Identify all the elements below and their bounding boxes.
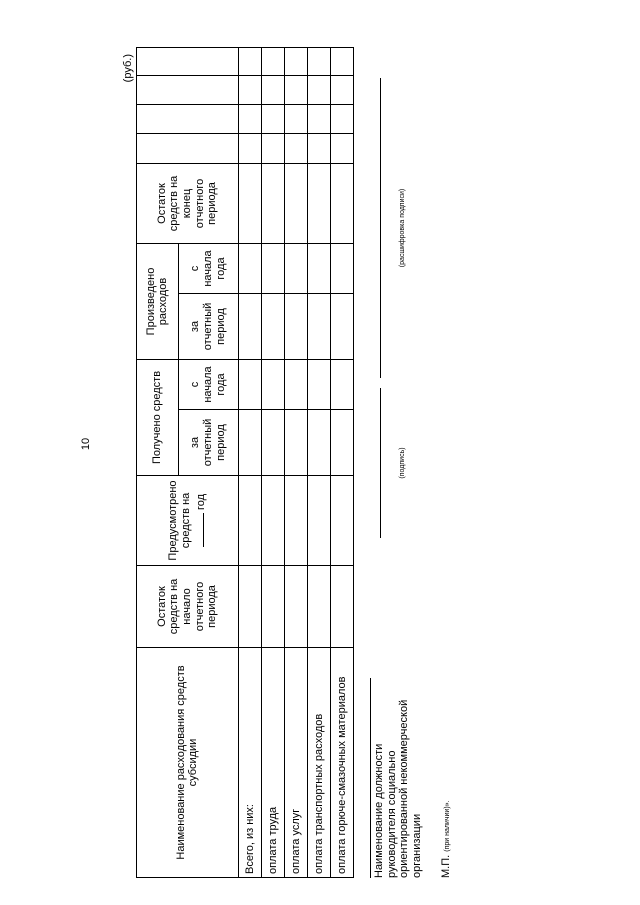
table-cell <box>284 360 307 410</box>
header-empty-2 <box>137 104 239 133</box>
table-row <box>238 47 261 877</box>
table-cell <box>238 163 261 243</box>
table-cell <box>261 360 284 410</box>
table-cell <box>330 360 353 410</box>
row-label: оплата услуг <box>284 648 307 878</box>
table-cell <box>284 104 307 133</box>
signature-caption: (подпись) <box>399 447 406 479</box>
header-planned-suffix: год <box>194 493 207 511</box>
table-cell <box>307 566 330 648</box>
table-cell <box>238 566 261 648</box>
table-cell <box>261 294 284 360</box>
header-balance-start: Остаток средств на начало отчетного периода <box>137 566 239 648</box>
row-label: оплата труда <box>261 648 284 878</box>
table-cell <box>284 75 307 104</box>
stamp-note: (при наличии)». <box>444 800 451 852</box>
table-cell <box>238 104 261 133</box>
position-label: Наименование должности руководителя социально ориентированной некоммерческой организации <box>370 678 424 878</box>
table-cell <box>284 294 307 360</box>
table-cell <box>307 294 330 360</box>
table-cell <box>284 47 307 75</box>
table-cell <box>238 360 261 410</box>
table-cell <box>307 47 330 75</box>
header-planned <box>137 476 239 566</box>
table-cell <box>261 47 284 75</box>
table-cell <box>307 104 330 133</box>
table-cell <box>330 410 353 476</box>
table-cell <box>307 133 330 163</box>
table-cell <box>261 410 284 476</box>
table-cell <box>307 75 330 104</box>
year-blank <box>193 513 204 547</box>
decoding-line <box>380 78 406 378</box>
table-row <box>307 47 330 877</box>
table-cell <box>284 133 307 163</box>
table-row <box>330 47 353 877</box>
row-label: оплата транспортных расходов <box>307 648 330 878</box>
table-cell <box>330 163 353 243</box>
table-cell <box>238 410 261 476</box>
table-cell <box>261 243 284 293</box>
decoding-caption: (расшифровка подписи) <box>399 188 406 268</box>
header-spent: Произведено расходов <box>137 243 179 359</box>
table-cell <box>330 243 353 293</box>
signature-line <box>380 388 406 538</box>
unit-label: (руб.) <box>122 54 134 83</box>
subsidy-report-table <box>136 47 354 878</box>
table-cell <box>238 476 261 566</box>
table-cell <box>307 243 330 293</box>
header-received: Получено средств <box>137 360 179 476</box>
table-cell <box>238 47 261 75</box>
table-cell <box>284 410 307 476</box>
header-received-ytd: с начала года <box>178 360 238 410</box>
table-cell <box>261 163 284 243</box>
table-cell <box>238 133 261 163</box>
table-cell <box>284 163 307 243</box>
header-empty-4 <box>137 47 239 75</box>
rotated-page-content <box>120 40 460 890</box>
table-cell <box>261 104 284 133</box>
table-row <box>284 47 307 877</box>
table-cell <box>261 75 284 104</box>
table-cell <box>307 476 330 566</box>
header-received-period: за отчетный период <box>178 410 238 476</box>
row-label: оплата горюче-смазочных материалов <box>330 648 353 878</box>
table-cell <box>284 243 307 293</box>
table-cell <box>330 75 353 104</box>
table-cell <box>330 47 353 75</box>
table-cell <box>238 294 261 360</box>
stamp-placeholder <box>440 800 452 878</box>
table-cell <box>261 133 284 163</box>
row-label: Всего, из них: <box>238 648 261 878</box>
table-cell <box>284 566 307 648</box>
table-cell <box>330 476 353 566</box>
header-name: Наименование расходования средств субсидии <box>137 648 239 878</box>
table-cell <box>307 410 330 476</box>
header-empty-3 <box>137 75 239 104</box>
table-cell <box>330 104 353 133</box>
header-empty-1 <box>137 133 239 163</box>
header-spent-period: за отчетный период <box>178 294 238 360</box>
header-balance-end: Остаток средств на конец отчетного периода <box>137 163 239 243</box>
stamp-label: М.П. <box>440 854 452 878</box>
table-cell <box>330 294 353 360</box>
table-cell <box>284 476 307 566</box>
page-number: 10 <box>80 437 92 451</box>
table-cell <box>330 133 353 163</box>
table-cell <box>261 566 284 648</box>
table-cell <box>330 566 353 648</box>
table-cell <box>261 476 284 566</box>
header-planned-prefix: Предусмотрено средств на <box>167 480 193 561</box>
table-cell <box>307 163 330 243</box>
table-cell <box>238 75 261 104</box>
table-cell <box>307 360 330 410</box>
table-cell <box>238 243 261 293</box>
signature-block <box>370 48 450 878</box>
table-row <box>261 47 284 877</box>
header-spent-ytd: с начала года <box>178 243 238 293</box>
